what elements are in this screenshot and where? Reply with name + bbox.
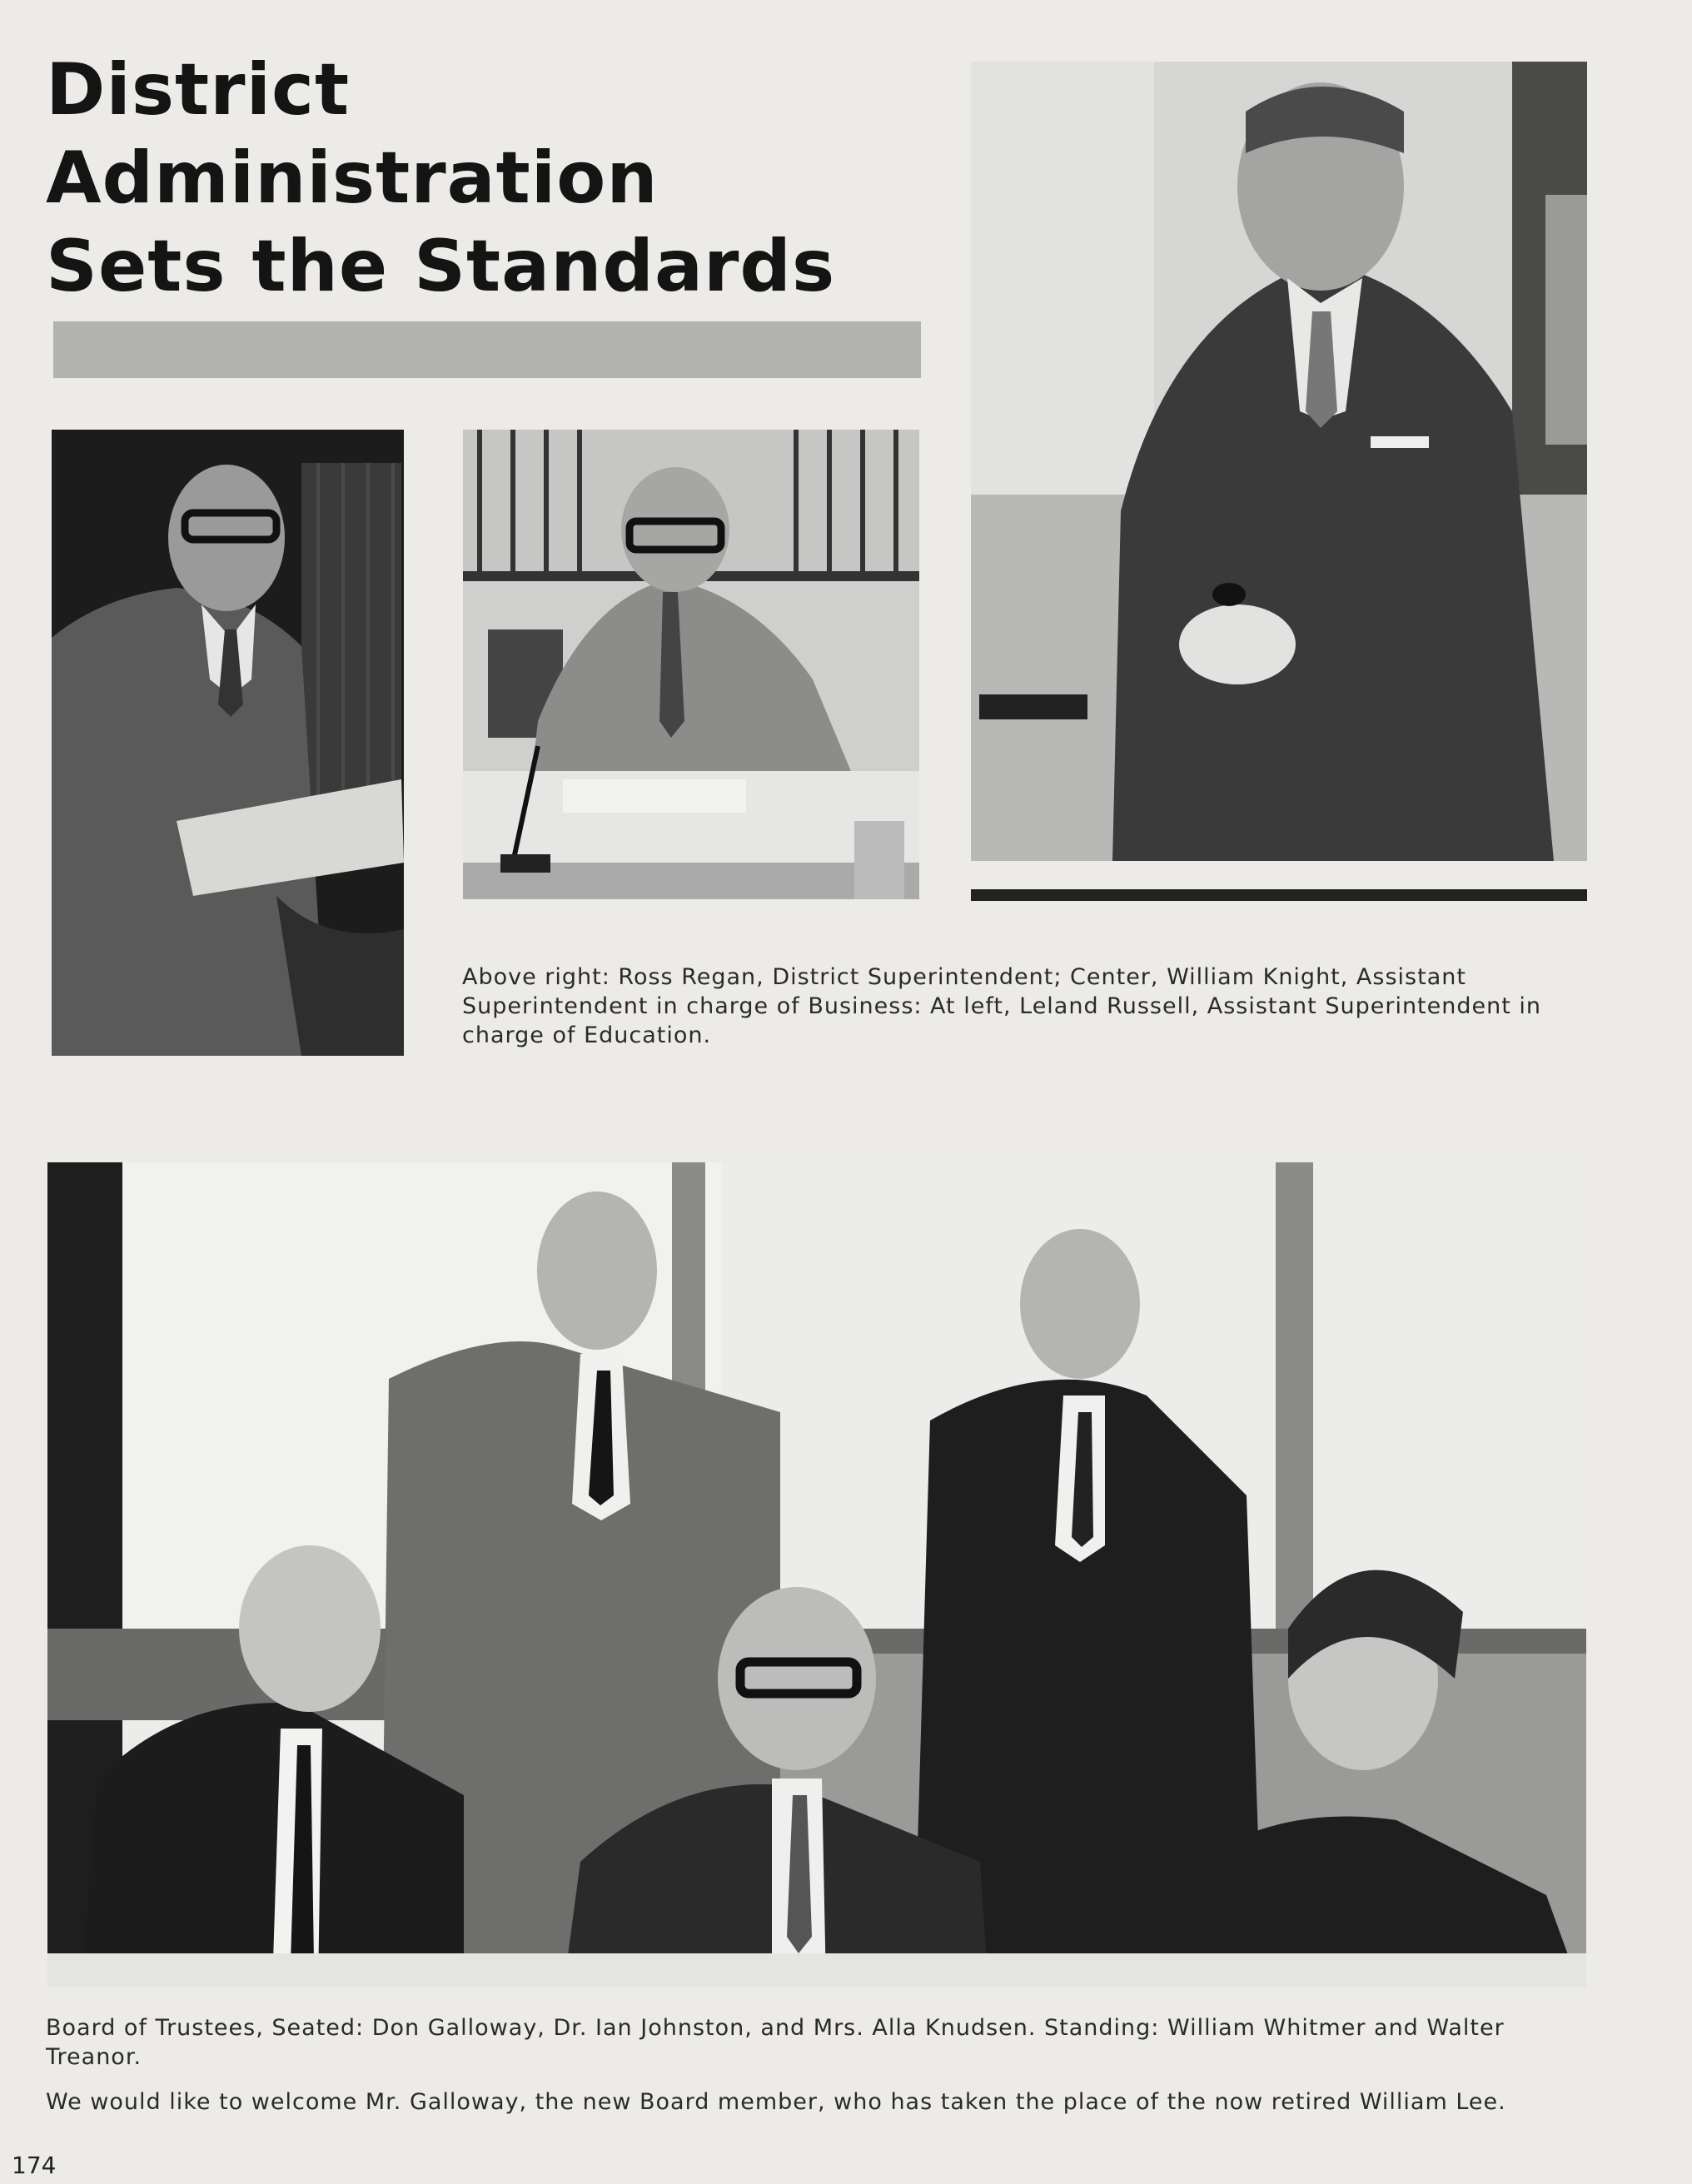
photo-board-of-trustees-image	[47, 1162, 1586, 1987]
photo-ross-regan-image	[971, 62, 1587, 861]
photo-william-knight-image	[463, 430, 919, 899]
photo-ross-regan	[971, 62, 1587, 861]
photo-william-knight	[463, 430, 919, 899]
board-caption: Board of Trustees, Seated: Don Galloway, Dr. Ian Johnston, and Mrs. Alla Knudsen. Standing: William Whitmer and Walter Treanor.	[46, 2015, 1505, 2070]
page-number: 174	[12, 2152, 57, 2179]
photo-board-of-trustees	[47, 1162, 1586, 1987]
administration-caption: Above right: Ross Regan, District Superintendent; Center, William Knight, Assistant Superintendent in charge of Business: At left, Leland Russell, Assistant Superintendent in charge of Education.	[462, 964, 1542, 1048]
page-title	[46, 46, 928, 311]
welcome-text: We would like to welcome Mr. Galloway, the new Board member, who has taken the place of the now retired William Lee.	[46, 2089, 1506, 2115]
photo-leland-russell-image	[52, 430, 404, 1056]
page-title-line-2: Sets the Standards	[46, 225, 836, 308]
photo-bottom-rule	[971, 889, 1587, 901]
decorative-gray-bar	[53, 321, 921, 378]
page-title-line-1: District Administration	[46, 48, 659, 220]
photo-leland-russell	[52, 430, 404, 1056]
